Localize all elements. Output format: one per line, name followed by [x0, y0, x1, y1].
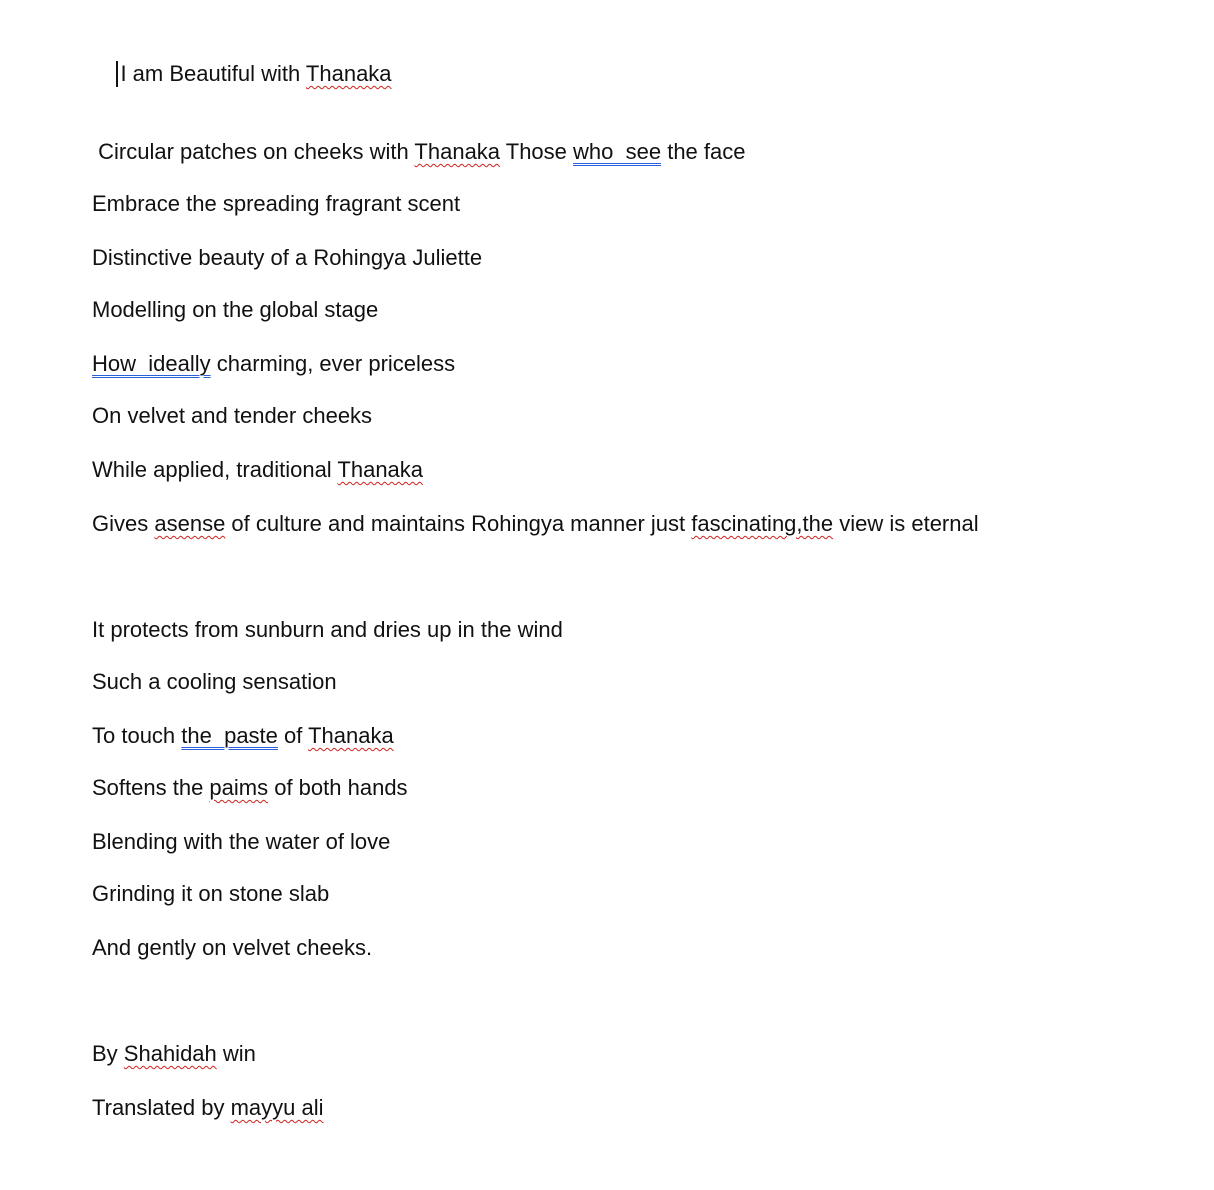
line-text: view is eternal [833, 511, 979, 536]
spelling-error-mark[interactable]: fascinating,the [691, 511, 834, 536]
poem-line: And gently on velvet cheeks. [92, 935, 373, 960]
poem-line [92, 510, 979, 538]
spelling-error-mark[interactable]: Thanaka [337, 457, 424, 482]
poem-line [92, 138, 745, 166]
spelling-error-mark[interactable]: Thanaka [414, 139, 501, 164]
poem-line: Distinctive beauty of a Rohingya Juliette [92, 245, 483, 270]
spelling-error-mark[interactable]: Thanaka [305, 61, 392, 86]
line-text: Translated by [92, 1095, 231, 1120]
spelling-error-mark[interactable]: paims [209, 775, 269, 800]
poem-line: It protects from sunburn and dries up in the wind [92, 617, 563, 642]
author-credit [92, 1040, 256, 1068]
poem-line: On velvet and tender cheeks [92, 403, 373, 428]
poem-line: Blending with the water of love [92, 829, 391, 854]
grammar-error-mark[interactable]: who see [573, 139, 662, 164]
line-text: the face [661, 139, 746, 164]
poem-line [92, 350, 455, 378]
poem-line [92, 722, 394, 750]
line-text: By [92, 1041, 124, 1066]
spelling-error-mark[interactable]: Thanaka [308, 723, 394, 748]
poem-line: Modelling on the global stage [92, 297, 379, 322]
poem-line: Such a cooling sensation [92, 669, 337, 694]
spelling-error-mark[interactable]: asense [154, 511, 226, 536]
line-text: of [277, 723, 309, 748]
line-text: To touch [92, 723, 182, 748]
line-text: Those [500, 139, 574, 164]
line-text: of culture and maintains Rohingya manner just [225, 511, 692, 536]
spelling-error-mark[interactable]: Shahidah [123, 1041, 217, 1066]
spelling-error-mark[interactable]: mayyu ali [230, 1095, 324, 1120]
poem-line: Embrace the spreading fragrant scent [92, 191, 461, 216]
poem-title [92, 32, 392, 116]
line-text: Softens the [92, 775, 210, 800]
grammar-error-mark[interactable]: How ideally [92, 351, 211, 376]
poem-line: Grinding it on stone slab [92, 881, 330, 906]
line-text: win [216, 1041, 256, 1066]
title-lead: I am Beautiful with [120, 61, 306, 86]
text-cursor [116, 61, 118, 87]
line-text: charming, ever priceless [210, 351, 456, 376]
translator-credit [92, 1094, 324, 1122]
line-text: While applied, traditional [92, 457, 338, 482]
grammar-error-mark[interactable]: the paste [181, 723, 278, 748]
line-text: of both hands [268, 775, 408, 800]
line-text: Gives [92, 511, 155, 536]
poem-line [92, 456, 423, 484]
line-text: Circular patches on cheeks with [92, 139, 415, 164]
poem-line [92, 774, 408, 802]
